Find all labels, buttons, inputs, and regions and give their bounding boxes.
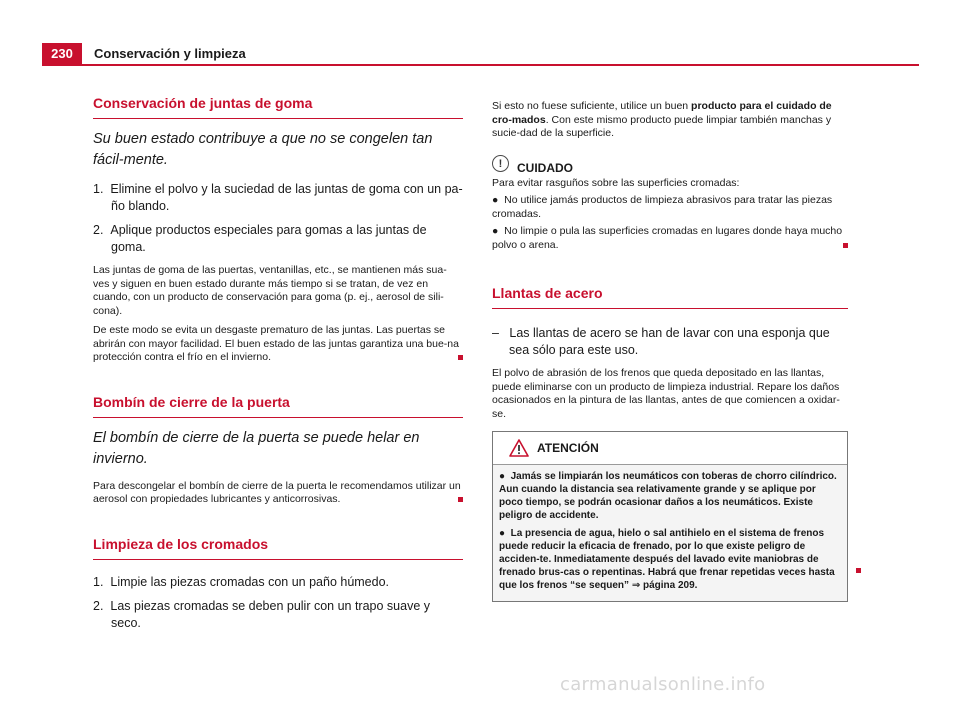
section-title-bombin: Bombín de cierre de la puerta bbox=[93, 393, 463, 418]
step-2-juntas: 2. Aplique productos especiales para gomas a las juntas de goma. bbox=[93, 223, 427, 254]
page-number: 230 bbox=[42, 43, 82, 64]
caution-header bbox=[492, 153, 848, 175]
section-end-mark bbox=[458, 497, 463, 502]
warning-triangle-icon bbox=[509, 439, 529, 457]
section-end-mark bbox=[856, 568, 861, 573]
caution-label: CUIDADO bbox=[517, 160, 573, 175]
step-2-cromados: 2. Las piezas cromadas se deben pulir con un trapo suave y seco. bbox=[93, 598, 431, 630]
warning-bullet: ● Jamás se limpiarán los neumáticos con toberas de chorro cilíndrico. Aun cuando la distancia sea relativamente grande y se aplique por poco tiempo, se podrán ocasionar daños a los neumáticos. Existe peligro de accidente. bbox=[499, 471, 837, 521]
running-title: Conservación y limpieza bbox=[94, 46, 246, 61]
section-subtitle-bombin: El bombín de cierre de la puerta se puede helar en invierno. bbox=[93, 429, 420, 467]
warning-body bbox=[493, 465, 847, 601]
paragraph-llantas: El polvo de abrasión de los frenos que queda depositado en las llantas, puede eliminarse con un producto de limpieza industrial. Repare los daños ocasionados en la pintura de las llantas, antes de que comiencen a oxidar-se. bbox=[492, 367, 840, 420]
right-column bbox=[492, 100, 848, 602]
section-title-juntas: Conservación de juntas de goma bbox=[93, 94, 463, 119]
paragraph-juntas-2: De este modo se evita un desgaste prematuro de las juntas. Las puertas se abrirán con mayor facilidad. El buen estado de las juntas garantiza una bue-na protección contra el frío en el invierno. bbox=[93, 324, 463, 365]
caution-bullet: ● No utilice jamás productos de limpieza abrasivos para tratar las piezas cromadas. bbox=[492, 194, 833, 220]
section-end-mark bbox=[458, 355, 463, 360]
header-rule bbox=[42, 64, 919, 66]
section-title-cromados: Limpieza de los cromados bbox=[93, 535, 463, 560]
section-end-mark bbox=[843, 243, 848, 248]
step-1-juntas: 1. Elimine el polvo y la suciedad de las juntas de goma con un pa-ño blando. bbox=[93, 182, 463, 213]
warning-label: ATENCIÓN bbox=[537, 441, 599, 455]
caution-bullet: ● No limpie o pula las superficies cromadas en lugares donde haya mucho polvo o arena. bbox=[492, 225, 848, 252]
exclamation-circle-icon: ! bbox=[492, 155, 509, 172]
warning-header bbox=[493, 432, 847, 465]
step-1-cromados: 1. Limpie las piezas cromadas con un paño húmedo. bbox=[93, 574, 390, 589]
paragraph-cromados-intro: Si esto no fuese suficiente, utilice un buen producto para el cuidado de cro-mados. Con este mismo producto puede limpiar también manchas y sucie-dad de la superficie. bbox=[492, 100, 832, 139]
section-title-llantas: Llantas de acero bbox=[492, 284, 848, 309]
paragraph-bombin: Para descongelar el bombín de cierre de la puerta le recomendamos utilizar un aerosol con propiedades lubricantes y anticorrosivas. bbox=[93, 480, 463, 507]
section-subtitle-juntas: Su buen estado contribuye a que no se congelen tan fácil-mente. bbox=[93, 131, 433, 168]
left-column bbox=[93, 94, 463, 639]
dash-item-llantas: – Las llantas de acero se han de lavar con una esponja que sea sólo para este uso. bbox=[492, 326, 830, 357]
watermark: carmanualsonline.info bbox=[560, 674, 766, 695]
caution-lead: Para evitar rasguños sobre las superficies cromadas: bbox=[492, 176, 740, 189]
warning-bullet: ● La presencia de agua, hielo o sal antihielo en el sistema de frenos puede reducir la eficacia de frenado, por lo que existe peligro de acciden-te. Inmediatamente después del lavado evite maniobras de frenado brus-cas o repentinas. Habrá que frenar repetidas veces hasta que los frenos “se sequen” ⇒ página 209. bbox=[499, 528, 835, 591]
warning-box bbox=[492, 431, 848, 602]
paragraph-juntas-1: Las juntas de goma de las puertas, ventanillas, etc., se mantienen más sua-ves y siguen en buen estado durante más tiempo si se tratan, de vez en cuando, con un producto de conservación para goma (p. ej., aerosol de sili-cona). bbox=[93, 264, 447, 317]
